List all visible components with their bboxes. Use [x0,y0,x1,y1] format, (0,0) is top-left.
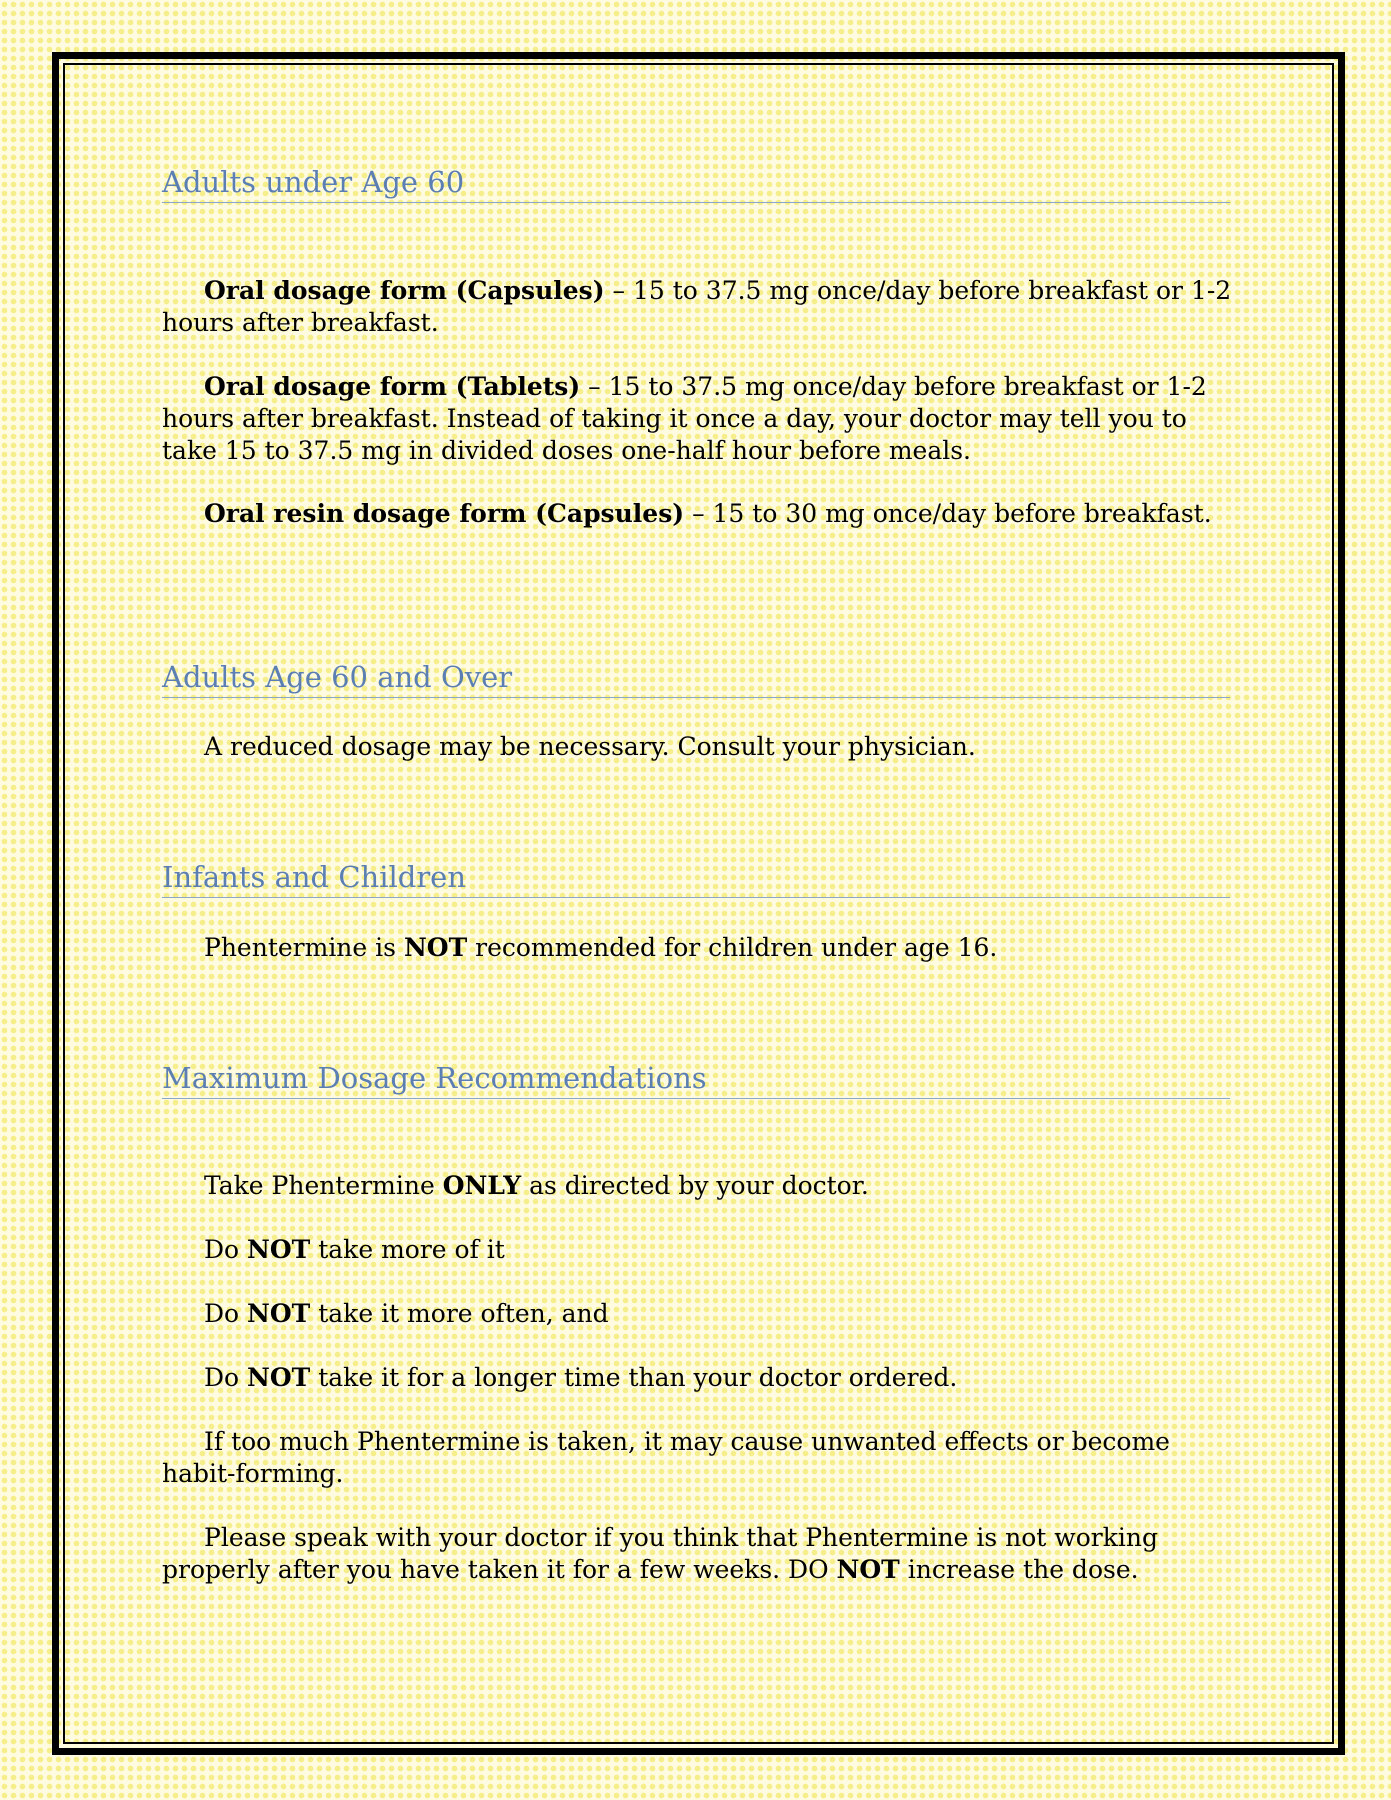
label-resin: Oral resin dosage form (Capsules) [204,499,685,528]
text-line6-before: Please speak with your doctor if you think that Phentermine is not working properly after you have taken it for a few weeks. DO [162,1523,1158,1584]
heading-maximum-dosage: Maximum Dosage Recommendations [162,1060,1230,1099]
paragraph-tablets [162,371,1232,467]
text-line6-after: increase the dose. [899,1555,1139,1584]
emphasis-not: NOT [403,933,468,962]
label-tablets: Oral dosage form (Tablets) [204,372,581,401]
emphasis-not: NOT [247,1299,311,1328]
text-line1-before: Take Phentermine [204,1171,443,1200]
emphasis-not: NOT [247,1235,311,1264]
text-line4-after: take it for a longer time than your doctor ordered. [310,1363,958,1392]
text-capsules: – 15 to 37.5 mg once/day before breakfast or 1-2 hours after breakfast. [162,276,1232,337]
emphasis-not: NOT [247,1363,311,1392]
text-children-after: recommended for children under age 16. [467,933,998,962]
label-capsules: Oral dosage form (Capsules) [204,276,605,305]
text-line3-after: take it more often, and [310,1299,609,1328]
paragraph-children [162,932,1232,964]
heading-adults-under-60: Adults under Age 60 [162,164,1230,203]
paragraph-reduced-dosage: A reduced dosage may be necessary. Consult your physician. [204,732,976,761]
text-children-before: Phentermine is [204,933,404,962]
text-line1-after: as directed by your doctor. [521,1171,869,1200]
heading-infants-children: Infants and Children [162,859,1230,898]
emphasis-not: NOT [836,1555,900,1584]
paragraph-resin [162,498,1232,530]
paragraph-too-much: If too much Phentermine is taken, it may cause unwanted effects or become habit-forming. [162,1427,1170,1488]
text-resin: – 15 to 30 mg once/day before breakfast. [684,499,1212,528]
paragraph-not-often [162,1298,1232,1330]
paragraph-take-only [162,1170,1232,1202]
heading-adults-60-over: Adults Age 60 and Over [162,659,1230,698]
text-line2-before: Do [204,1235,248,1264]
text-line2-after: take more of it [310,1235,505,1264]
text-line3-before: Do [204,1299,248,1328]
paragraph-speak-doctor [162,1522,1232,1586]
text-line4-before: Do [204,1363,248,1392]
paragraph-not-longer [162,1362,1232,1394]
paragraph-not-more [162,1234,1232,1266]
emphasis-only: ONLY [442,1171,522,1200]
paragraph-capsules [162,275,1232,339]
text-tablets: – 15 to 37.5 mg once/day before breakfast or 1-2 hours after breakfast. Instead of taking it once a day, your doctor may tell you to take 15 to 37.5 mg in divided doses one-half hour before meals. [162,372,1207,465]
